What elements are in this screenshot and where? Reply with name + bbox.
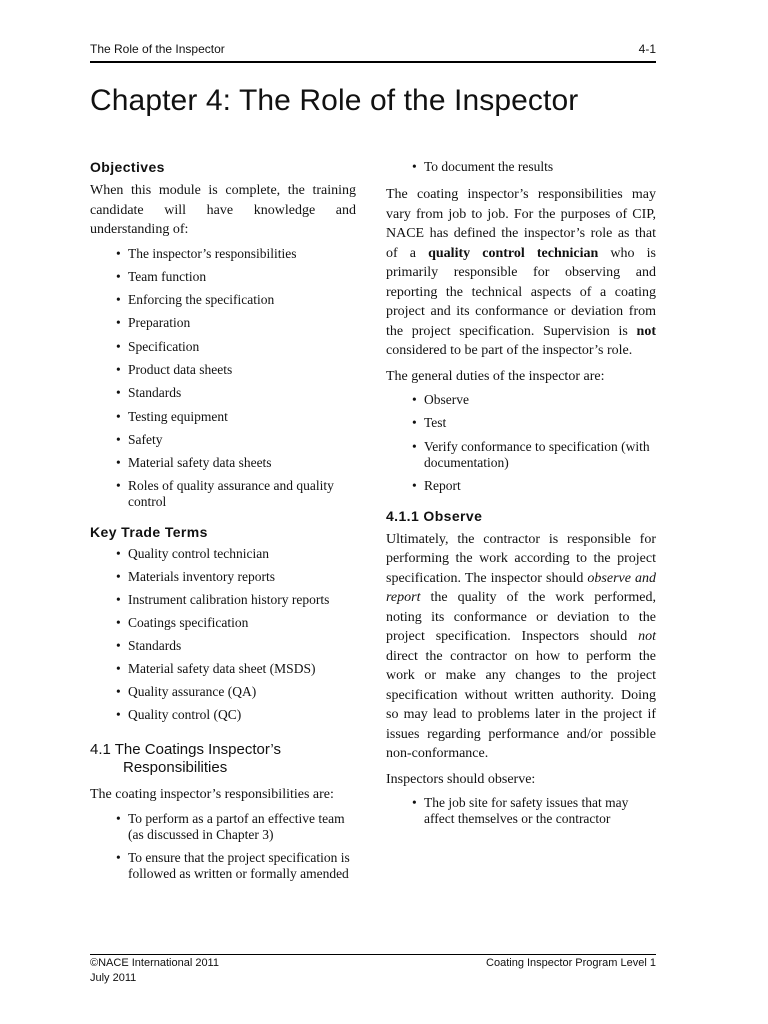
list-item: • The inspector’s responsibilities [116,246,356,262]
objectives-list [90,246,356,511]
paragraph-text: the quality of the work performed, noting its conformance or deviation to the project specification. Inspectors should [386,590,656,645]
emphasis-text: not [638,629,656,645]
footer-date: July 2011 [90,972,137,984]
list-item: • Instrument calibration history reports [116,592,356,608]
emphasis-text: not [636,323,656,339]
page-number: 4-1 [638,42,656,56]
list-item: • Testing equipment [116,409,356,425]
list-item: • Product data sheets [116,362,356,378]
responsibilities-intro: The coating inspector’s responsibilities are: [90,787,334,803]
list-item: • Preparation [116,315,356,331]
objectives-intro: When this module is complete, the training candidate will have knowledge and understanding of: [90,183,356,237]
list-item: • To document the results [412,159,656,175]
copyright-text: ©NACE International 2011 [90,957,219,969]
footer-left [90,956,219,986]
list-item: • Standards [116,385,356,401]
section-4-1-heading-line1: 4.1 The Coatings Inspector’s [90,741,281,759]
list-item: • Material safety data sheets [116,455,356,471]
list-item: • Enforcing the specification [116,292,356,308]
footer-program-name: Coating Inspector Program Level 1 [486,957,656,969]
chapter-title: Chapter 4: The Role of the Inspector [90,84,579,117]
list-item: • Test [412,415,656,431]
list-item: • Materials inventory reports [116,569,356,585]
list-item: • To ensure that the project specification is followed as written or formally amended [116,850,356,882]
list-item: • Safety [116,432,356,448]
paragraph-text: The coating inspector’s responsibilities may vary from job to job. For the purposes of CIP, NACE has defined the inspector’s role as that of a [386,187,656,261]
duties-intro: The general duties of the inspector are: [386,368,605,384]
list-item: • Specification [116,339,356,355]
observe-paragraph [386,530,656,764]
paragraph-text: who is primarily responsible for observing and reporting the technical aspects of a coating project and its conformance or deviation from the project specification. Supervision is [386,245,656,339]
paragraph-text: Ultimately, the contractor is responsible for performing the work according to the project specification. The inspector should [386,531,656,586]
responsibilities-list-continued [386,159,656,175]
header-divider [90,61,656,63]
objectives-heading: Objectives [90,159,165,175]
emphasis-text: quality control technician [428,245,599,261]
section-4-1-1-heading: 4.1.1 Observe [386,507,483,524]
list-item: • Standards [116,638,356,654]
duties-list [386,392,656,494]
inspector-role-paragraph [386,185,656,361]
observe-list [386,795,656,827]
list-item: • The job site for safety issues that may affect themselves or the contractor [412,795,656,827]
list-item: • Quality control technician [116,546,356,562]
list-item: • Quality control (QC) [116,707,356,723]
paragraph-text: direct the contractor on how to perform the work or make any changes to the project specification without written authority. Doing so may lead to problems later in the project if issues regarding performance and/or possible non-conformance. [386,648,656,762]
key-trade-terms-heading: Key Trade Terms [90,524,208,541]
paragraph-text: considered to be part of the inspector’s role. [386,343,633,358]
list-item: • Observe [412,392,656,408]
list-item: • Verify conformance to specification (with documentation) [412,439,656,471]
list-item: • Team function [116,269,356,285]
key-trade-terms-list [90,546,356,723]
list-item: • Roles of quality assurance and quality control [116,478,356,510]
running-header-title: The Role of the Inspector [90,42,225,56]
list-item: • To perform as a partof an effective team (as discussed in Chapter 3) [116,811,356,843]
right-column [386,155,656,837]
list-item: • Quality assurance (QA) [116,684,356,700]
left-column [90,155,356,892]
section-4-1-heading-line2: Responsibilities [123,759,228,777]
section-4-1-heading [90,741,356,777]
responsibilities-list [90,811,356,882]
list-item: • Coatings specification [116,615,356,631]
list-item: • Material safety data sheet (MSDS) [116,661,356,677]
emphasis-text: observe and report [386,570,656,606]
footer-divider [90,954,656,955]
list-item: • Report [412,478,656,494]
observe-intro: Inspectors should observe: [386,771,536,787]
